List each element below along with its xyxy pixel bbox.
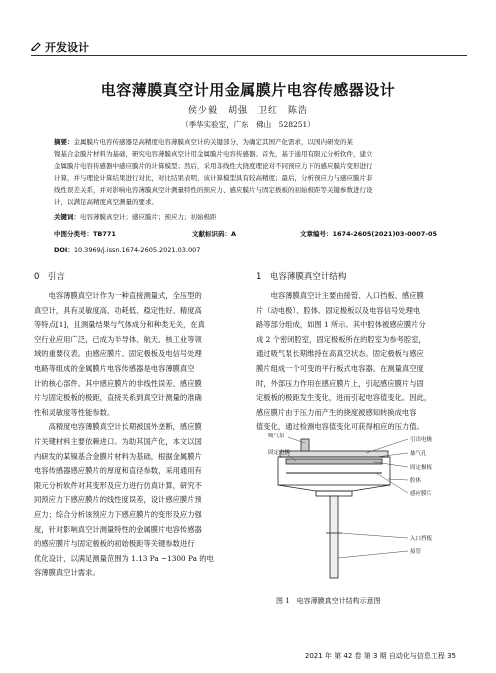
- label-inlet-baffle: 入口挡板: [410, 536, 433, 542]
- body-line: 高精度电容薄膜真空计长期被国外垄断，感应膜: [34, 422, 202, 432]
- body-line: 同预应力下感应膜片的线性度误差，设计感应膜片预: [34, 495, 202, 505]
- figure-1-diagram: [256, 433, 466, 593]
- label-sensing-diaphragm: 感应膜片: [410, 491, 433, 497]
- body-line: 片关键材料主要依赖进口。为助其国产化，本文以国: [34, 436, 202, 446]
- label-fixed-electrode: 固定电极: [268, 450, 291, 456]
- body-line: 性和灵敏度等性能参数。: [34, 407, 115, 417]
- body-line: 度，针对影响真空计测量特性的金属膜片电容传感器: [34, 524, 202, 534]
- affiliation: （季华实验室，广东 佛山 528251）: [181, 120, 315, 129]
- body-line: 优化设计，以满足测量范围为 1.13 Pa ~1300 Pa 的电: [34, 553, 214, 563]
- body-line: 片（动电极）、腔体、固定极板以及电容信号处理电: [256, 305, 421, 315]
- keywords-text: 电容薄膜真空计；感应膜片；预应力；初始极距: [80, 213, 217, 221]
- body-line: 容薄膜真空计需求。: [34, 568, 100, 578]
- body-line: 时，外部压力作用在感应膜片上，引起感应膜片与固: [256, 378, 424, 388]
- body-line: 片与固定极板的极距，直接关系到真空计测量的准确: [34, 393, 202, 403]
- body-line: 电路等组成的金属膜片电容传感器是电容薄膜真空: [34, 363, 195, 373]
- body-line: 通过吸气泵长期维持在高真空状态。固定极板与感应: [256, 349, 424, 359]
- intro-body: [34, 289, 244, 581]
- header-rule: [31, 55, 467, 56]
- body-line: 域的重要仪表。由感应膜片、固定极板及电信号处理: [34, 349, 202, 359]
- abstract-line: 镍基合金膜片材料为基础，研究电容薄膜真空计用金属膜片电容传感器。首先，基于通用有限元分析软件，建立: [54, 150, 373, 158]
- pencil-icon: [31, 41, 41, 54]
- paper-title: 电容薄膜真空计用金属膜片电容传感器设计: [100, 81, 396, 99]
- section-header: [31, 39, 89, 55]
- abstract-line: 摘要：金属膜片电容传感器是高精度电容薄膜真空计的关键部分，为确定其国产化需求，以国内研发的某: [54, 138, 353, 146]
- clc-number: 中图分类号：TB771: [54, 230, 116, 238]
- doi-label: DOI：: [54, 246, 74, 254]
- label-fixed-plate: 固定极板: [410, 465, 433, 471]
- doi: [54, 245, 200, 254]
- label-cavity: 腔体: [410, 478, 422, 484]
- section1-body: [256, 289, 468, 435]
- body-line: 内研发的某镍基合金膜片材料为基础，根据金属膜片: [34, 451, 202, 461]
- body-line: 应力；综合分析该预应力下感应膜片的变形及应力强: [34, 509, 202, 519]
- body-line: 等特点[1]，且测量结果与气体成分和种类无关，在真: [34, 320, 205, 330]
- body-line: 空行业应用广泛，已成为半导体、航天、核工业等领: [34, 334, 202, 344]
- body-line: 电容传感器感应膜片的厚度和直径参数，采用通用有: [34, 466, 202, 476]
- body-line: 电容薄膜真空计主要由接管、入口挡板、感应膜: [256, 291, 424, 300]
- label-lead-electrode: 引出电极: [410, 437, 433, 443]
- body-line: 计的核心部件。其中感应膜片的非线性误差、感应膜: [34, 378, 202, 388]
- abstract-label: 摘要：: [54, 138, 74, 146]
- keywords: [54, 212, 448, 224]
- abstract-line: 计算，并与理论计算结果进行对比，对比结果表明，该计算模型具有较高精度；最后，分析预应力与感应膜片非: [54, 174, 373, 182]
- page-footer: 2021 年 第 42 卷 第 3 期 自动化与信息工程 35: [304, 652, 456, 660]
- abstract-line: 金属膜片电容传感器中感应膜片的计算模型；然后，采用非线性大挠度理论对不同预应力下的感应膜片变形进行: [54, 162, 373, 170]
- body-line: 的感应膜片与固定极板的初始极距等关键参数进行: [34, 539, 195, 549]
- abstract-line: 线性误差关系，并对影响电容薄膜真空计测量特性的预应力、感应膜片与固定极板的初始极距等关键参数进行设: [54, 186, 373, 194]
- body-line: 限元分析软件对其变形及应力进行仿真计算，研究不: [34, 480, 202, 490]
- label-getter-pump: 吸气泵: [268, 433, 285, 439]
- figure-1-caption: 图 1 电容薄膜真空计结构示意图: [276, 597, 381, 605]
- section1-heading: 1 电容薄膜真空计结构: [256, 272, 347, 282]
- authors: 侯少毅 胡强 卫红 陈浩: [187, 106, 308, 116]
- body-line: 真空计，具有灵敏度高、功耗低、稳定性好、精度高: [34, 305, 202, 315]
- body-line: 膜片组成一个可变的平行板式电容器。在测量真空度: [256, 363, 424, 373]
- document-code: 文献标识码：A: [192, 230, 237, 238]
- body-line: 定极板的极距发生变化，进而引起电容值变化。因此，: [256, 393, 432, 403]
- body-line: 感应膜片由于压力而产生的挠度被感知转换成电容: [256, 407, 417, 417]
- label-connecting-tube: 接管: [410, 549, 422, 555]
- doi-value[interactable]: 10.3969/j.issn.1674-2605.2021.03.007: [73, 246, 201, 254]
- body-line: 路等部分组成，如图 1 所示。其中腔体被感应膜片分: [256, 320, 426, 330]
- article-number: 文章编号：1674-2605(2021)03-0007-05: [300, 230, 437, 238]
- intro-heading: 0 引言: [34, 272, 65, 282]
- body-line: 值变化，通过检测电容值变化可获得相应的压力值。: [256, 422, 424, 432]
- section-header-label: 开发设计: [45, 41, 89, 54]
- keywords-label: 关键词：: [54, 213, 80, 221]
- abstract-line: 计，以满足高精度真空测量的要求。: [54, 198, 158, 206]
- body-line: 电容薄膜真空计作为一种直接测量式，全压型的: [34, 291, 202, 300]
- body-line: 成 2 个密闭腔室，固定极板所在的腔室为参考腔室，: [256, 334, 426, 344]
- label-exhaust-hole: 抽气孔: [410, 451, 427, 457]
